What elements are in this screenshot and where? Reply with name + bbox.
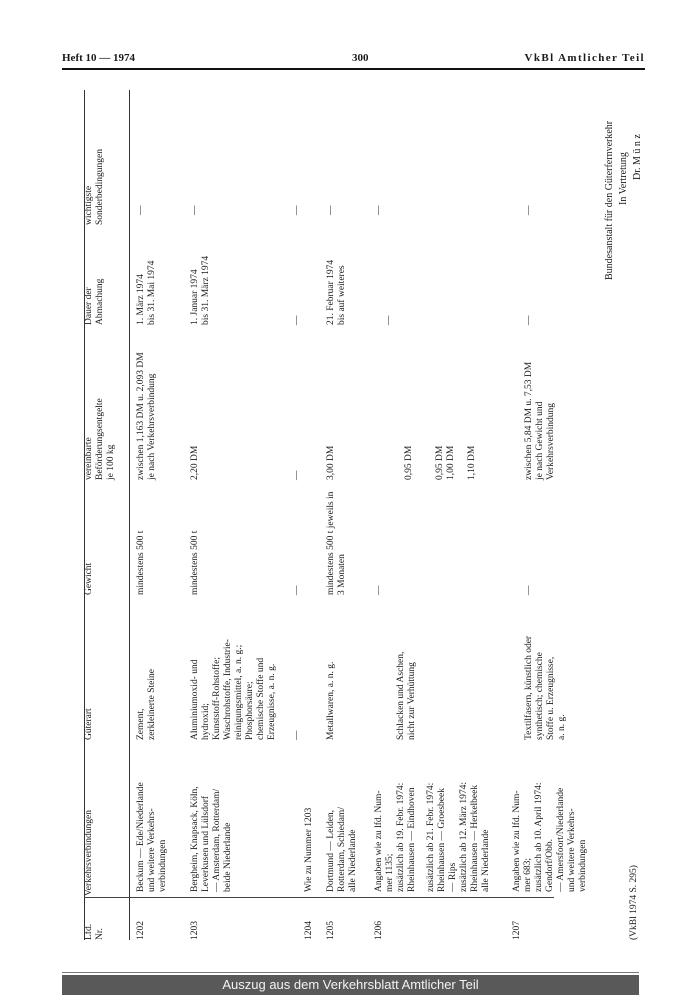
row-1207-rate: zwischen 5,84 DM u. 7,53 DM je nach Gewicht und Verkehrsverbindung	[524, 361, 556, 480]
row-1206-weight: —	[374, 585, 384, 595]
row-1202-conditions: —	[136, 205, 146, 215]
issue-label: Heft 10 — 1974	[62, 52, 136, 64]
row-1203-duration: 1. Januar 1974 bis 31. März 1974	[190, 255, 211, 325]
page-number: 300	[352, 52, 369, 64]
row-1205-nr: 1205	[326, 921, 336, 940]
row-1205-route: Dortmund — Leiden, Rotterdam, Schiedam/ alle Niederlande	[326, 807, 358, 892]
col-header-goods: Güterart	[84, 708, 94, 740]
publication-title: VkBl Amtlicher Teil	[524, 52, 645, 64]
signature-name: Dr. M ü n z	[632, 134, 643, 180]
row-1207-conditions: —	[524, 205, 534, 215]
row-1202-nr: 1202	[136, 921, 146, 940]
row-1202-weight: mindestens 500 t	[136, 530, 146, 595]
signature-role: In Vertretung	[618, 152, 629, 205]
row-1204-weight: —	[292, 585, 302, 595]
source-note: (VkBl 1974 S. 295)	[629, 865, 639, 940]
row-1205-conditions: —	[326, 205, 336, 215]
row-1202-route: Beckum — Ede/Niederlande und weitere Verkehrs- verbindungen	[136, 782, 168, 892]
row-1202-rate: zwischen 1,163 DM u. 2,093 DM je nach Verkehrsverbindung	[136, 352, 157, 480]
row-1202-duration: 1. März 1974 bis 31. Mai 1974	[136, 260, 157, 325]
col-header-weight: Gewicht	[84, 562, 94, 595]
rotated-table	[84, 90, 644, 940]
row-1206-duration: —	[384, 315, 394, 325]
row-1203-weight: mindestens 500 t	[190, 530, 200, 595]
header-rule	[62, 68, 645, 70]
row-1204-nr: 1204	[304, 921, 314, 940]
row-1206-route: Angaben wie zu lfd. Num- mer 1135; zusätzlich ab 19. Febr. 1974: Rheinhausen — Eindhoven zusätzlich ab 21. Febr. 1974: Rheinhausen — Groesbeek — Rips zusätzlich ab 12. März 1974: Rheinhausen — Herkelbeek alle Niederlande	[374, 781, 491, 892]
row-1204-goods: —	[292, 730, 302, 740]
row-1203-conditions: —	[190, 205, 200, 215]
row-1207-weight: —	[524, 585, 534, 595]
table-header-rule	[129, 90, 130, 940]
col-header-conditions: wichtigste Sonderbedingungen	[84, 149, 105, 225]
row-1205-weight: mindestens 500 t jeweils in 3 Monaten	[326, 491, 347, 595]
page-header	[62, 52, 645, 68]
row-1205-goods: Metallwaren, a. n. g.	[326, 661, 336, 740]
row-1206-rate: 0,95 DM 0,95 DM 1,00 DM 1,10 DM	[404, 445, 477, 480]
row-1205-rate: 3,00 DM	[326, 445, 336, 480]
row-1202-goods: Zement, zerkleinerte Steine	[136, 669, 157, 740]
row-1203-rate: 2,20 DM	[190, 445, 200, 480]
row-1206-conditions: —	[374, 205, 384, 215]
row-1204-duration: —	[292, 315, 302, 325]
row-1204-route: Wie zu Nummer 1203	[304, 807, 314, 892]
col-header-rate: vereinbarte Beförderungsentgelte je 100 kg	[84, 398, 116, 480]
row-1207-nr: 1207	[512, 921, 522, 940]
signature-authority: Bundesanstalt für den Güterfernverkehr	[604, 120, 615, 280]
col-header-nr: Lfd. Nr.	[84, 923, 105, 940]
row-1204-conditions: —	[292, 205, 302, 215]
row-1206-goods: Schlacken und Aschen, nicht zur Verhüttung	[396, 651, 417, 740]
row-1203-route: Bergheim, Knapsack, Köln, Leverkusen und Lülsdorf — Amsterdam, Rotterdam/ beide Niederlande	[190, 786, 233, 892]
col-header-route: Verkehrsverbindungen	[84, 809, 94, 896]
row-1203-nr: 1203	[190, 921, 200, 940]
row-1203-goods: Aluminiumoxid- und hydroxid; Kunststoff-Rohstoffe; Waschrohstoffe, Industrie- reinigungsmittel, a. n. g.; Phosphorsäure; chemische Stoffe und Erzeugnisse, a. n. g.	[190, 639, 277, 740]
row-1207-route: Angaben wie zu lfd. Num- mer 683; zusätzlich ab 10. April 1974: Gendorf/Obb. — Amersfoort/Niederlande und weitere Verkehrs- verbindungen	[512, 782, 588, 892]
row-1206-nr: 1206	[374, 921, 384, 940]
row-1207-duration: —	[524, 315, 534, 325]
row-1204-rate: —	[292, 470, 302, 480]
row-1207-goods: Textilfasern, künstlich oder synthetisch; chemische Stoffe u. Erzeugnisse, a. n. g.	[524, 635, 567, 740]
footer-rule	[62, 972, 639, 973]
row-1205-duration: 21. Februar 1974 bis auf weiteres	[326, 259, 347, 325]
footer-banner: Auszug aus dem Verkehrsblatt Amtlicher Teil	[62, 975, 639, 995]
col-divider	[84, 897, 554, 898]
table-top-rule	[84, 90, 85, 940]
col-header-duration: Dauer der Abmachung	[84, 278, 105, 325]
